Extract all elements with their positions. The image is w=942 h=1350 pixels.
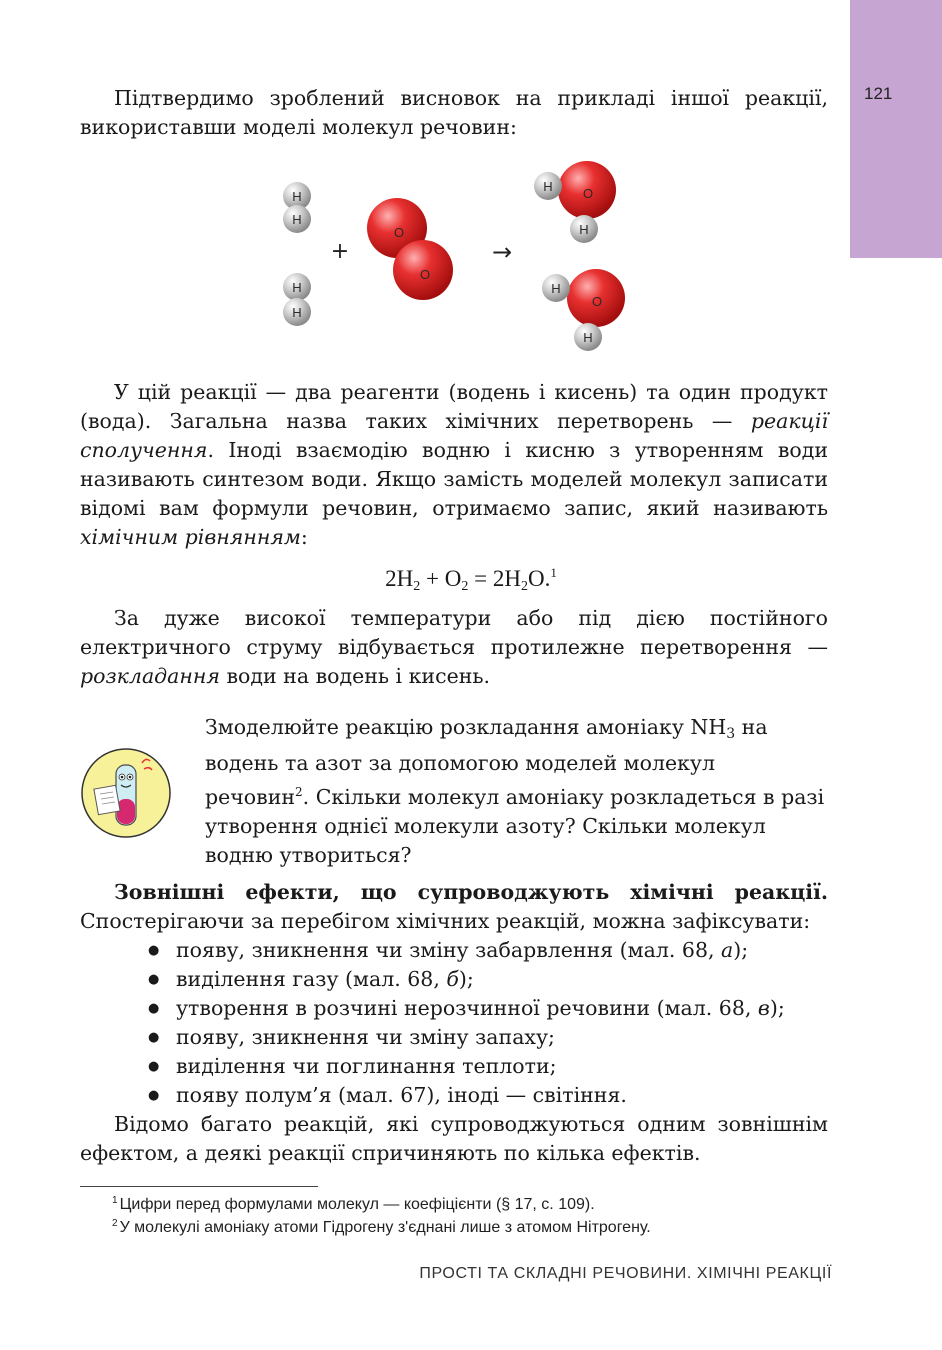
reagents-paragraph: У цій реакції — два реагенти (водень і кисень) та один продукт (вода). Загальна назва таких хімічних перетворень — реакції сполучення. Іноді взаємодію водню і кисню з утворенням води називають синтезом води. Якщо замість моделей молекул записати відомі вам формули речовин, отримаємо запис, який називають хімічним рівнянням: — [80, 380, 828, 549]
atom-label-h: H — [292, 305, 302, 320]
water-molecule-1 — [534, 161, 616, 243]
atom-label-o: O — [419, 267, 431, 282]
list-item: ● виділення чи поглинання теплоти; — [146, 1052, 846, 1081]
effects-list — [146, 936, 846, 1110]
atom-label-h: H — [543, 179, 553, 194]
atom-label-h: H — [551, 281, 561, 296]
effects-paragraph: Зовнішні ефекти, що супроводжують хімічні реакції. Спостерігаючи за перебігом хімічних реакцій, можна зафіксувати: — [80, 880, 828, 933]
atom-label-o: O — [582, 186, 594, 201]
list-item: ● виділення газу (мал. 68, б); — [146, 965, 846, 994]
atom-label-o: O — [591, 294, 603, 309]
hydrogen-molecule-2 — [283, 273, 311, 326]
atom-label-h: H — [292, 212, 302, 227]
atom-label-h: H — [579, 222, 589, 237]
footnote-mark: 1 — [550, 565, 557, 580]
atom-label-h: H — [292, 189, 302, 204]
list-item: ● появу, зникнення чи зміну запаху; — [146, 1023, 846, 1052]
reaction-arrow: → — [491, 238, 513, 266]
list-item: ● появу, зникнення чи зміну забарвлення (мал. 68, а); — [146, 936, 846, 965]
atom-label-h: H — [292, 280, 302, 295]
atom-label-h: H — [583, 330, 593, 345]
conclusion-paragraph: Відомо багато реакцій, які супроводжуються одним зовнішнім ефектом, а деякі реакції спричиняють по кілька ефектів. — [80, 1112, 828, 1165]
task-text: Змоделюйте реакцію розкладання амоніаку $NH_3$ на водень та азот за допомогою моделей молекул речовин$^2$. Скільки молекул амоніаку розкладеться в разі утворення однієї молекули азоту? Скільки молекул водню утвориться? — [205, 715, 825, 867]
task-mascot-icon — [80, 747, 172, 839]
chemical-equation: $2H_2 + O_2 = 2H_2O.^1$ — [385, 565, 557, 594]
atom-label-o: O — [393, 225, 405, 240]
molecule-reaction-illustration — [270, 160, 640, 360]
water-molecule-2 — [542, 269, 625, 351]
term-chemical-equation: хімічним рівнянням — [80, 525, 301, 549]
section-heading: Зовнішні ефекти, що супроводжують хімічні реакції. — [114, 880, 828, 904]
footnote-1: $^1$ Цифри перед формулами молекул — коефіцієнти (§ 17, с. 109). — [112, 1195, 595, 1213]
list-item: ● утворення в розчині нерозчинної речовини (мал. 68, в); — [146, 994, 846, 1023]
intro-paragraph: Підтвердимо зроблений висновок на прикладі іншої реакції, використавши моделі молекул речовин: — [80, 86, 828, 139]
list-item: ● появу полум’я (мал. 67), іноді — світіння. — [146, 1081, 846, 1110]
hydrogen-molecule-1 — [283, 182, 311, 233]
term-decomposition: розкладання — [80, 664, 220, 688]
footnote-divider — [80, 1186, 318, 1187]
footnote-2: $^2$ У молекулі амоніаку атоми Гідрогену з'єднані лише з атомом Нітрогену. — [112, 1218, 651, 1236]
decomposition-paragraph: За дуже високої температури або під дією постійного електричного струму відбувається протилежне перетворення — розкладання води на водень і кисень. — [80, 606, 828, 688]
running-footer: ПРОСТІ ТА СКЛАДНІ РЕЧОВИНИ. ХІМІЧНІ РЕАКЦІЇ — [419, 1265, 832, 1282]
chapter-tab — [850, 0, 942, 258]
oxygen-molecule — [367, 198, 453, 300]
term-combination-reactions: реакції сполучення — [80, 409, 828, 462]
page-number: 121 — [864, 84, 893, 103]
plus-sign: + — [330, 239, 350, 264]
